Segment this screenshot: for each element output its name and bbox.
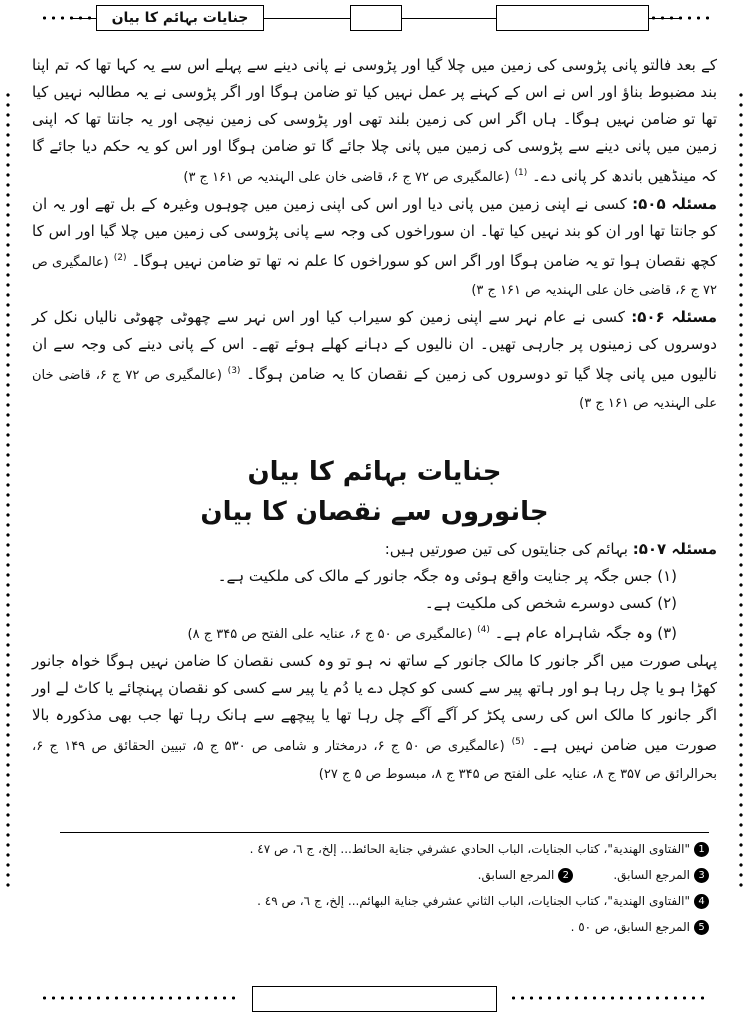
footnote-item — [613, 862, 709, 888]
footnote-text: "الفتاوى الهندية"، كتاب الجنايات، الباب الحادي عشرفي جناية الحائط... إلخ، ج ٦، ص ٤٧ . — [249, 842, 690, 856]
list-item — [32, 617, 717, 648]
section-heading: جنایات بہائم کا بیان — [247, 457, 502, 487]
masala-506 — [32, 304, 717, 417]
header-mid-box — [350, 5, 402, 31]
header-title: جنایات بہائم کا بیان — [96, 5, 264, 31]
masala-text: بہائم کی جنایتوں کی تین صورتیں ہیں: — [384, 540, 628, 558]
paragraph-text: کے بعد فالتو پانی پڑوسی کی زمین میں چلا گیا اور پڑوسی نے پانی دینے سے پہلے اس سے یہ کہا تھا کہ تم اپنا بند مضبوط بناؤ اور اس نے اس کے کہنے پر عمل نہیں کیا تو ضامن ہوگا اور اگر پڑوسی نے یہ مطالبہ نہیں کیا تھا تو ضامن نہیں ہوگا۔ ہاں اگر اس کی زمین بلند تھی اور پڑوسی کی زمین نیچی اور یہ جانتا تھا کہ اپنی زمین میں پانی دینے سے پڑوسی کی زمین میں پانی چلا جائے گا تو ضامن ہوگا اور اس کو یہ حکم دیا جائے گا کہ مینڈھیں باندھ کر پانی دے۔ — [32, 56, 717, 185]
masala-text: کسی نے اپنی زمین میں پانی دیا اور اس کی اپنی زمین میں چوہوں وغیرہ کے بل تھے اور یہ ان کو جانتا تھا اور ان کو بند نہیں کیا تھا۔ ان سوراخوں کی وجہ سے پانی پڑوسی کی زمین میں چلا گیا اور اس کا کچھ نقصان ہوا تو یہ ضامن ہوگا اور اگر اس کو سوراخوں کا علم نہ تھا تو ضامن نہیں ہوگا۔ — [32, 195, 717, 270]
footnote-item — [478, 862, 574, 888]
footnote-marker: (4) — [477, 625, 490, 635]
body-block-1 — [32, 52, 717, 417]
footer-box — [252, 986, 497, 1012]
masala-label: مسئلہ ۵۰۶: — [631, 308, 717, 326]
paragraph — [32, 648, 717, 788]
footnote-marker: (2) — [113, 253, 127, 263]
footnote-row — [60, 914, 709, 940]
footer-dots-right — [509, 994, 709, 1002]
footnote-marker: (1) — [514, 168, 528, 178]
footnote-number: 5 — [694, 920, 709, 935]
body-block-2 — [32, 536, 717, 788]
header-page-box — [496, 5, 649, 31]
footnote-number: 1 — [694, 842, 709, 857]
footnote-row — [60, 836, 709, 862]
footnotes — [60, 836, 709, 940]
reference: (عالمگیری ص ۷۲ ج ۶، قاضی خان علی الہندیہ ص ۱۶۱ ج ۳) — [32, 368, 717, 411]
footnote-number: 2 — [558, 868, 573, 883]
footnote-item — [571, 914, 709, 940]
paragraph-text: پہلی صورت میں اگر جانور کا مالک جانور کے ساتھ نہ ہو تو وہ کسی نقصان کا ضامن نہیں ہوگا خواہ جانور کھڑا ہو یا چل رہا ہو اور ہاتھ پیر سے کسی کو کچل دے یا دُم یا پیر سے کسی کو نقصان پہنچائے یا کاٹ لے اور اگر جانور کا مالک اس کی رسی پکڑ کر آگے آگے چل رہا تھا یا پیچھے سے ہانک رہا تھا جب بھی مذکورہ بالا صورت میں ضامن نہیں ہے۔ — [32, 652, 718, 754]
masala-text: کسی نے عام نہر سے اپنی زمین کو سیراب کیا اور اس نہر سے چھوٹی چھوٹی نالیاں نکل کر دوسروں کی زمینوں پر جارہی تھیں۔ ان نالیوں کے دہانے کھلے ہوئے تھے۔ اس کے پانی دینے کی وجہ سے ان نالیوں میں پانی چلا گیا تو دوسروں کی زمین کے نقصان کا یہ ضامن ہوگا۔ — [32, 308, 717, 383]
reference: (عالمگیری ص ۵۰ ج ۶، درمختار و شامی ص ۵۳۰ ج ۵، تبیین الحقائق ص ۱۴۹ ج ۶، بحرالرائق ص ۳۵۷ ج ۸، عنایہ علی الفتح ص ۳۴۵ ج ۸، مبسوط ص ۵ ج ۲۷) — [32, 739, 717, 782]
footnote-row — [60, 888, 709, 914]
list-item-text: (۳) وہ جگہ شاہراہ عام ہے۔ — [494, 624, 677, 642]
masala-505 — [32, 191, 717, 304]
list-item: (۱) جس جگہ پر جنایت واقع ہوئی وہ جگہ جانور کے مالک کی ملکیت ہے۔ — [217, 567, 677, 585]
masala-507 — [32, 536, 717, 563]
masala-label: مسئلہ ۵۰۷: — [632, 540, 717, 558]
footnote-item — [257, 888, 709, 914]
footnote-item — [250, 836, 709, 862]
reference: (عالمگیری ص ۵۰ ج ۶، عنایہ علی الفتح ص ۳۴۵ ج ۸) — [187, 627, 473, 642]
masala-label: مسئلہ ۵۰۵: — [632, 195, 717, 213]
footnote-text: المرجع السابق، ص ٥٠ . — [570, 920, 690, 934]
reference: (عالمگیری ص ۷۲ ج ۶، قاضی خان علی الہندیہ ص ۱۶۱ ج ۳) — [183, 170, 510, 185]
footnote-number: 3 — [694, 868, 709, 883]
footer-dots-left — [40, 994, 240, 1002]
footnote-text: "الفتاوى الهندية"، كتاب الجنايات، الباب الثاني عشرفي جناية البهائم... إلخ، ج ٦، ص ٤٩ . — [257, 894, 690, 908]
footnote-text: المرجع السابق. — [613, 868, 690, 882]
footnote-text: المرجع السابق. — [477, 868, 555, 882]
paragraph-continuation — [32, 52, 717, 191]
footnote-marker: (5) — [511, 737, 525, 747]
section-headings — [0, 452, 749, 532]
footnote-rule — [60, 832, 709, 833]
footnote-number: 4 — [694, 894, 709, 909]
footnote-row — [60, 862, 709, 888]
list-item: (۲) کسی دوسرے شخص کی ملکیت ہے۔ — [424, 594, 677, 612]
footnote-marker: (3) — [227, 366, 241, 376]
section-subheading: جانوروں سے نقصان کا بیان — [200, 497, 549, 527]
reference: (عالمگیری ص ۷۲ ج ۶، قاضی خان علی الہندیہ ص ۱۶۱ ج ۳) — [32, 255, 717, 298]
